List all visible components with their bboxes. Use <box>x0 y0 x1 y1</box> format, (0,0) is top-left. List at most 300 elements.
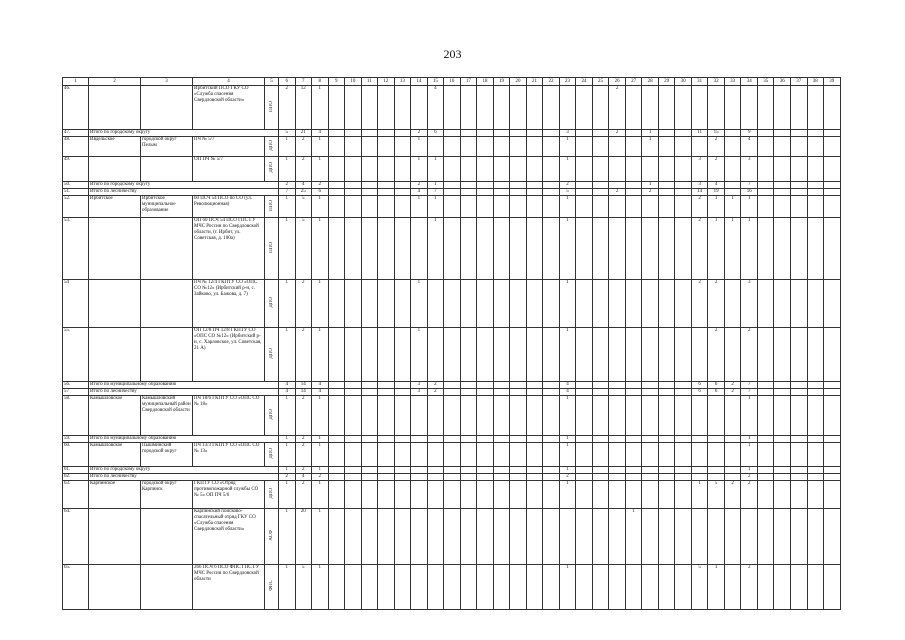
column-header: 25 <box>592 78 609 86</box>
value-cell <box>592 474 609 481</box>
value-cell <box>394 218 411 280</box>
value-cell <box>493 328 510 382</box>
value-cell <box>790 196 807 218</box>
value-cell: 1 <box>279 443 296 467</box>
value-cell <box>394 481 411 509</box>
unit-type-label: ППО <box>268 241 274 253</box>
value-cell <box>427 474 444 481</box>
value-cell <box>427 509 444 565</box>
value-cell: 1 <box>279 157 296 182</box>
column-header: 33 <box>724 78 741 86</box>
value-cell <box>757 565 774 610</box>
value-cell <box>510 509 527 565</box>
value-cell: 4 <box>295 474 312 481</box>
value-cell <box>394 389 411 396</box>
value-cell <box>757 86 774 130</box>
value-cell <box>510 396 527 436</box>
value-cell <box>477 396 494 436</box>
row-number-cell: 65. <box>63 565 89 610</box>
value-cell <box>609 565 626 610</box>
value-cell <box>576 328 593 382</box>
unit-type-label: ДПО <box>268 139 274 151</box>
value-cell <box>790 509 807 565</box>
value-cell <box>774 328 791 382</box>
value-cell <box>675 396 692 436</box>
value-cell <box>609 182 626 189</box>
value-cell: 14 <box>295 389 312 396</box>
value-cell <box>328 467 345 474</box>
value-cell: 3 <box>741 280 758 328</box>
value-cell: 1 <box>559 196 576 218</box>
value-cell <box>394 474 411 481</box>
row-number-cell: 46. <box>63 86 89 130</box>
column-header: 39 <box>824 78 841 86</box>
value-cell <box>345 481 362 509</box>
value-cell <box>394 137 411 157</box>
value-cell <box>658 130 675 137</box>
column-header: 32 <box>708 78 725 86</box>
value-cell <box>361 280 378 328</box>
text-cell <box>141 565 193 610</box>
value-cell <box>345 137 362 157</box>
value-cell <box>658 218 675 280</box>
value-cell <box>460 389 477 396</box>
value-cell <box>510 467 527 474</box>
value-cell <box>625 137 642 157</box>
value-cell <box>807 443 824 467</box>
value-cell <box>477 382 494 389</box>
column-header: 29 <box>658 78 675 86</box>
unit-type-label: АСФ <box>268 529 274 541</box>
value-cell <box>477 389 494 396</box>
value-cell <box>807 389 824 396</box>
value-cell: 2 <box>691 196 708 218</box>
value-cell <box>460 130 477 137</box>
value-cell <box>460 86 477 130</box>
value-cell: 1 <box>427 157 444 182</box>
value-cell <box>477 481 494 509</box>
value-cell: 1 <box>559 565 576 610</box>
value-cell <box>790 86 807 130</box>
value-cell <box>361 436 378 443</box>
value-cell <box>345 382 362 389</box>
value-cell <box>807 382 824 389</box>
value-cell <box>444 481 461 509</box>
value-cell <box>444 389 461 396</box>
value-cell: 2 <box>741 328 758 382</box>
value-cell: 1 <box>279 328 296 382</box>
value-cell <box>675 467 692 474</box>
value-cell <box>724 182 741 189</box>
value-cell <box>460 218 477 280</box>
value-cell <box>576 389 593 396</box>
value-cell <box>658 382 675 389</box>
value-cell <box>460 467 477 474</box>
value-cell <box>675 196 692 218</box>
value-cell <box>543 565 560 610</box>
value-cell <box>328 474 345 481</box>
value-cell <box>609 157 626 182</box>
value-cell: 7 <box>741 182 758 189</box>
value-cell <box>493 467 510 474</box>
text-cell <box>89 509 141 565</box>
value-cell <box>345 157 362 182</box>
value-cell <box>411 565 428 610</box>
value-cell <box>576 182 593 189</box>
column-header: 28 <box>642 78 659 86</box>
value-cell <box>807 189 824 196</box>
value-cell <box>592 137 609 157</box>
value-cell <box>477 328 494 382</box>
unit-type-cell <box>265 157 279 182</box>
value-cell <box>757 443 774 467</box>
value-cell <box>774 157 791 182</box>
value-cell: 15 <box>708 130 725 137</box>
value-cell <box>510 328 527 382</box>
value-cell: 4 <box>312 130 329 137</box>
unit-type-label: ДПО <box>268 296 274 308</box>
value-cell <box>774 396 791 436</box>
value-cell <box>411 481 428 509</box>
value-cell <box>724 157 741 182</box>
column-header: 5 <box>265 78 279 86</box>
value-cell <box>526 280 543 328</box>
value-cell <box>625 474 642 481</box>
value-cell <box>510 137 527 157</box>
table-row <box>63 86 841 130</box>
value-cell <box>543 389 560 396</box>
value-cell <box>526 86 543 130</box>
column-number-header-row <box>63 78 841 86</box>
value-cell <box>477 474 494 481</box>
value-cell: 1 <box>411 196 428 218</box>
value-cell <box>824 509 841 565</box>
value-cell <box>658 436 675 443</box>
value-cell <box>642 389 659 396</box>
value-cell <box>625 86 642 130</box>
value-cell <box>543 137 560 157</box>
column-header: 36 <box>774 78 791 86</box>
value-cell <box>807 86 824 130</box>
value-cell <box>493 396 510 436</box>
value-cell: 7 <box>279 189 296 196</box>
value-cell <box>493 189 510 196</box>
value-cell <box>757 467 774 474</box>
column-header: 22 <box>543 78 560 86</box>
value-cell <box>427 467 444 474</box>
unit-type-label: ДПО <box>268 408 274 420</box>
value-cell <box>807 137 824 157</box>
text-cell <box>89 86 141 130</box>
unit-type-cell <box>265 565 279 610</box>
text-cell <box>141 218 193 280</box>
value-cell <box>807 182 824 189</box>
value-cell <box>790 130 807 137</box>
text-cell: ОП 60 ПСЧ 54 ПСО ГПС ГУ МЧС России по Свердловской области, (г. Ирбит, ул. Советская, д. 100а) <box>193 218 265 280</box>
value-cell: 1 <box>559 280 576 328</box>
value-cell <box>493 137 510 157</box>
value-cell: 2 <box>295 280 312 328</box>
value-cell: 1 <box>427 182 444 189</box>
value-cell <box>757 280 774 328</box>
value-cell <box>774 382 791 389</box>
value-cell <box>757 157 774 182</box>
value-cell: 2 <box>559 474 576 481</box>
value-cell <box>328 280 345 328</box>
value-cell <box>460 565 477 610</box>
value-cell <box>807 157 824 182</box>
value-cell <box>493 481 510 509</box>
value-cell: 4 <box>559 382 576 389</box>
value-cell <box>625 436 642 443</box>
column-header: 16 <box>444 78 461 86</box>
value-cell <box>675 86 692 130</box>
value-cell <box>625 382 642 389</box>
value-cell: 1 <box>741 436 758 443</box>
text-cell: Ирбитское муниципальное образование <box>141 196 193 218</box>
value-cell <box>675 137 692 157</box>
value-cell <box>427 436 444 443</box>
value-cell: 1 <box>741 218 758 280</box>
value-cell <box>493 86 510 130</box>
value-cell <box>807 396 824 436</box>
value-cell <box>724 137 741 157</box>
value-cell <box>790 389 807 396</box>
value-cell <box>493 382 510 389</box>
value-cell <box>493 280 510 328</box>
value-cell <box>824 182 841 189</box>
value-cell <box>543 467 560 474</box>
table-row <box>63 396 841 436</box>
value-cell <box>526 467 543 474</box>
value-cell <box>411 86 428 130</box>
value-cell <box>328 509 345 565</box>
unit-type-label: ДПО <box>268 447 274 459</box>
value-cell <box>328 396 345 436</box>
value-cell: 1 <box>279 396 296 436</box>
value-cell: 2 <box>609 189 626 196</box>
value-cell <box>394 157 411 182</box>
column-header: 31 <box>691 78 708 86</box>
value-cell <box>807 481 824 509</box>
value-cell: 5 <box>295 196 312 218</box>
row-number-cell: 49. <box>63 157 89 182</box>
text-cell <box>89 157 141 182</box>
value-cell <box>824 382 841 389</box>
value-cell <box>493 196 510 218</box>
value-cell: 1 <box>411 328 428 382</box>
value-cell <box>658 474 675 481</box>
unit-type-label: ППО <box>268 100 274 112</box>
value-cell: 6 <box>427 130 444 137</box>
value-cell: 4 <box>741 137 758 157</box>
text-cell: городской округ Карпинск <box>141 481 193 509</box>
row-number-cell: 55. <box>63 328 89 382</box>
value-cell: 4 <box>708 182 725 189</box>
value-cell <box>757 130 774 137</box>
unit-type-cell <box>265 86 279 130</box>
value-cell <box>576 467 593 474</box>
value-cell <box>691 396 708 436</box>
value-cell <box>345 467 362 474</box>
value-cell <box>345 396 362 436</box>
table-row <box>63 436 841 443</box>
text-cell: Камышловский муниципальный район Свердловской области <box>141 396 193 436</box>
value-cell: 1 <box>312 481 329 509</box>
value-cell <box>345 443 362 467</box>
value-cell: 2 <box>312 182 329 189</box>
value-cell <box>675 443 692 467</box>
value-cell <box>774 218 791 280</box>
equipment-registry-table <box>62 77 841 610</box>
value-cell <box>427 481 444 509</box>
value-cell <box>460 196 477 218</box>
value-cell <box>394 196 411 218</box>
value-cell <box>328 218 345 280</box>
value-cell <box>675 481 692 509</box>
text-cell <box>141 157 193 182</box>
value-cell: 11 <box>691 130 708 137</box>
value-cell <box>609 382 626 389</box>
value-cell <box>526 218 543 280</box>
value-cell <box>774 196 791 218</box>
value-cell <box>609 196 626 218</box>
value-cell: 5 <box>295 218 312 280</box>
value-cell <box>757 396 774 436</box>
value-cell <box>361 182 378 189</box>
row-number-cell: 47. <box>63 130 89 137</box>
value-cell <box>328 86 345 130</box>
value-cell: 5 <box>279 130 296 137</box>
text-cell: Карпинский поисково-спасательный отряд ГКУ СО «Служба спасения Свердловской области» <box>193 509 265 565</box>
value-cell <box>361 509 378 565</box>
value-cell: 2 <box>279 474 296 481</box>
value-cell <box>378 196 395 218</box>
value-cell <box>361 565 378 610</box>
value-cell <box>378 436 395 443</box>
value-cell <box>345 389 362 396</box>
value-cell: 1 <box>708 218 725 280</box>
value-cell: 1 <box>559 396 576 436</box>
column-header: 4 <box>193 78 265 86</box>
value-cell <box>361 389 378 396</box>
value-cell <box>394 382 411 389</box>
column-header: 8 <box>312 78 329 86</box>
text-cell: ПЧ № 5/7 <box>193 137 265 157</box>
value-cell: 4 <box>279 389 296 396</box>
value-cell: 3 <box>411 382 428 389</box>
column-header: 2 <box>89 78 141 86</box>
value-cell <box>757 189 774 196</box>
value-cell <box>345 509 362 565</box>
value-cell <box>394 189 411 196</box>
value-cell <box>328 436 345 443</box>
value-cell <box>427 565 444 610</box>
value-cell <box>378 280 395 328</box>
value-cell <box>526 436 543 443</box>
value-cell <box>510 218 527 280</box>
value-cell <box>592 467 609 474</box>
value-cell: 1 <box>279 509 296 565</box>
value-cell <box>708 86 725 130</box>
value-cell <box>394 436 411 443</box>
value-cell <box>510 189 527 196</box>
value-cell <box>675 474 692 481</box>
text-cell <box>89 280 141 328</box>
value-cell <box>625 389 642 396</box>
value-cell <box>658 157 675 182</box>
value-cell <box>444 280 461 328</box>
value-cell <box>444 565 461 610</box>
value-cell <box>543 382 560 389</box>
unit-type-cell <box>265 218 279 280</box>
value-cell <box>790 474 807 481</box>
text-cell <box>141 86 193 130</box>
value-cell: 1 <box>411 280 428 328</box>
value-cell <box>543 280 560 328</box>
value-cell <box>526 509 543 565</box>
value-cell <box>757 196 774 218</box>
value-cell <box>477 182 494 189</box>
value-cell <box>328 443 345 467</box>
value-cell <box>361 218 378 280</box>
value-cell <box>609 443 626 467</box>
text-cell: Итого по лесничеству <box>89 474 279 481</box>
value-cell: 20 <box>295 509 312 565</box>
value-cell <box>592 280 609 328</box>
value-cell: 21 <box>295 130 312 137</box>
value-cell <box>378 467 395 474</box>
value-cell <box>642 509 659 565</box>
value-cell <box>394 130 411 137</box>
value-cell <box>576 436 593 443</box>
value-cell <box>807 509 824 565</box>
value-cell: 2 <box>295 467 312 474</box>
value-cell <box>774 189 791 196</box>
value-cell <box>328 382 345 389</box>
unit-type-cell <box>265 509 279 565</box>
value-cell <box>642 474 659 481</box>
value-cell <box>328 328 345 382</box>
value-cell <box>477 436 494 443</box>
value-cell <box>378 218 395 280</box>
value-cell <box>642 280 659 328</box>
value-cell <box>477 130 494 137</box>
value-cell <box>411 396 428 436</box>
value-cell <box>625 467 642 474</box>
value-cell <box>708 467 725 474</box>
value-cell <box>477 280 494 328</box>
table-row <box>63 467 841 474</box>
column-header: 14 <box>411 78 428 86</box>
table-row <box>63 389 841 396</box>
value-cell: 2 <box>741 565 758 610</box>
value-cell <box>526 196 543 218</box>
value-cell <box>493 436 510 443</box>
row-number-cell: 56. <box>63 382 89 389</box>
value-cell <box>724 280 741 328</box>
value-cell <box>510 382 527 389</box>
unit-type-cell <box>265 481 279 509</box>
value-cell <box>691 443 708 467</box>
value-cell: 2 <box>295 436 312 443</box>
value-cell: 1 <box>312 443 329 467</box>
value-cell <box>510 436 527 443</box>
value-cell <box>675 565 692 610</box>
value-cell <box>824 196 841 218</box>
value-cell <box>774 389 791 396</box>
value-cell <box>510 389 527 396</box>
